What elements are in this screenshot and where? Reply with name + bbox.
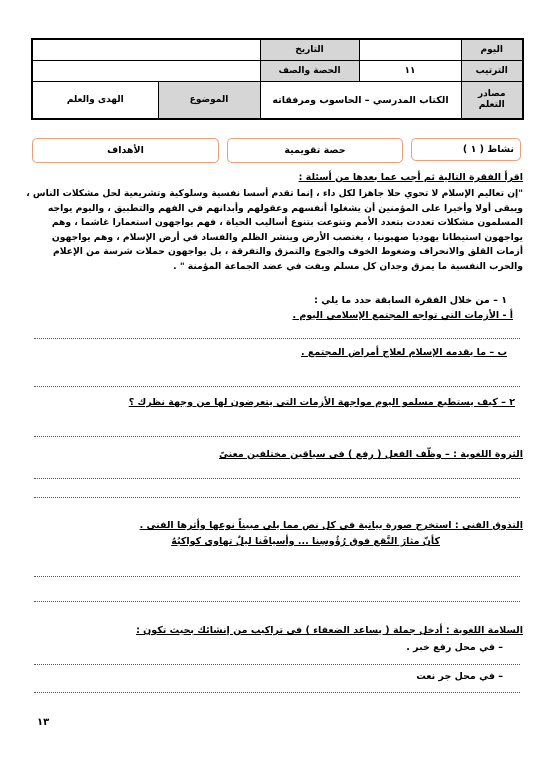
paragraph-line: أزمات القلق والانحراف وضغوط الخوف والجوع والتمزق والتفرقة ، بل يواجهون حملات شرسة من الإعلام [52,246,523,257]
page-number: ١٣ [37,717,50,728]
answer-line[interactable] [34,478,520,479]
answer-line[interactable] [34,436,520,437]
answer-line[interactable] [34,386,520,387]
sources-value: الكتاب المدرسي – الحاسوب ومرفقاته [260,82,461,120]
intro-instruction: اقرأ الفقرة التالية ثم أجب عما بعدها من أسئلة : [298,172,523,183]
answer-line[interactable] [34,338,520,339]
header-table [31,38,524,120]
answer-line[interactable] [34,601,520,602]
reading-paragraph [26,187,523,274]
objectives-box: الأهداف [32,138,219,163]
session-box: حصة تقويمية [227,138,403,163]
poetry-verse: كأنّ مثارَ النَّقع فوق رُؤُوسِنا ... وأسيافَنا ليلٌ تهاوى كواكبُهُ [171,536,440,547]
question-2: ٢ – كيف يستطيع مسلمو اليوم مواجهة الأزمات التي يتعرضون لها من وجهة نظرك ؟ [128,397,515,408]
answer-line[interactable] [34,497,520,498]
paragraph-line: ويبقى أولا وأخيرا على المؤمنين أن يشغلوا أنفسهم وعقولهم وأبدانهم في الفهم والتطبيق ، واليوم يواجه [47,202,523,214]
topic-value: الهدى والعلم [32,82,158,120]
paragraph-line: يواجهون استيطانا يهوديا صهيونيا ، يغتصب الأرض وينشر الظلم والفساد في أرض الإسلام ، وهم يواجهون [51,231,523,243]
answer-line[interactable] [34,576,520,577]
answer-line[interactable] [34,692,520,693]
order-label: الترتيب [461,61,523,82]
sources-label: مصادر التعلم [461,82,523,120]
period-label: الحصة والصف [260,61,359,82]
activity-box: نشاط ( ١ ) [411,138,521,161]
topic-label: الموضوع [158,82,260,120]
question-1b: ب – ما يقدمه الإسلام لعلاج أمراض المجتمع . [300,347,507,358]
day-label: اليوم [461,39,523,61]
grammar-item-a: – في محل رفع خبر . [406,642,503,653]
paragraph-line: "إن تعاليم الإسلام لا تحوي حلا جاهزا لكل داء ، إنما تقدم أسسا نفسية وسلوكية وتشريعية لحل مشكلات الناس ، [26,188,523,199]
day-value[interactable] [359,39,461,61]
question-1: ١ – من خلال الفقرة السابقة حدد ما يلي : [314,295,507,306]
period-value[interactable] [32,61,260,82]
answer-line[interactable] [34,664,520,665]
question-1a: أ - الأزمات التي تواجه المجتمع الإسلامي اليوم . [292,310,513,321]
paragraph-line: والحرب النفسية ما يمزق وجدان كل مسلم ويفت في عضد الجماعة المؤمنة " . [173,260,523,272]
art-question: التذوق الفني : استخرج صورة بيانية في كل نص مما يلي مبيناً نوعها وأثرها الفني . [139,520,523,531]
order-value: ١١ [359,61,461,82]
grammar-question: السلامة اللغوية : أدخل جملة ( يساعد الضعفاء ) في تراكيب من إنشائك بحيث تكون : [136,625,523,636]
paragraph-line: المسلمون مشكلات تعددت بتعدد الأمم وتنوعت بتنوع أساليب الحياة ، فهم يواجهون استعمارا غاشما ، وهم [51,217,523,228]
grammar-item-b: – في محل جر نعت [416,671,503,682]
date-label: التاريخ [260,39,359,61]
vocabulary-question: الثروة اللغوية : – وظّف الفعل ( رفع ) في سياقين مختلفين معنىً [219,449,523,460]
date-value[interactable] [32,39,260,61]
